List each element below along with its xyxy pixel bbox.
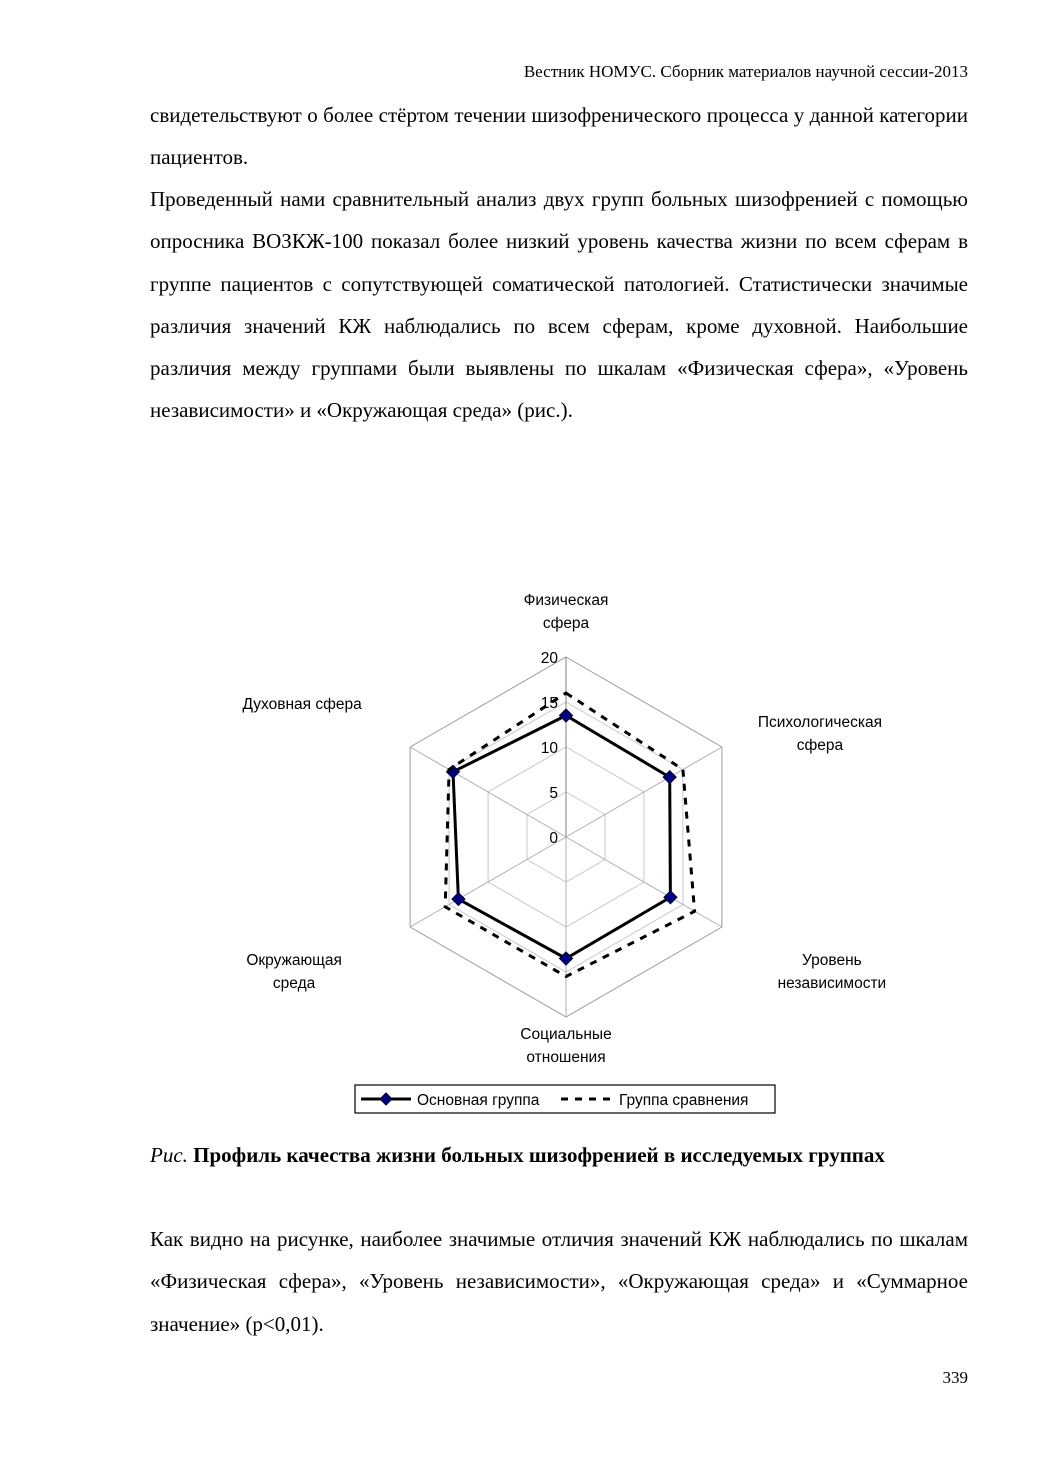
axis-label-2-line-1: независимости: [777, 975, 887, 992]
axis-label-1-line-1: сфера: [796, 737, 844, 754]
journal-header: Вестник НОМУС. Сборник материалов научной сессии-2013: [523, 62, 968, 81]
axis-label-3-line-0: Социальные: [520, 1026, 612, 1043]
paragraph-2: Проведенный нами сравнительный анализ двух групп больных шизофренией с помощью опросника ВОЗКЖ-100 показал более низкий уровень качества жизни по всем сферам в группе пациентов с сопутствующей соматической патологией. Статистически значимые различия значений КЖ наблюдались по всем сферам, кроме духовной. Наибольшие различия между группами были выявлены по шкалам «Физическая сфера», «Уровень независимости» и «Окружающая среда» (рис.).: [150, 187, 968, 423]
page-number: 339: [942, 1368, 968, 1387]
paragraph-1: свидетельствуют о более стёртом течении шизофренического процесса у данной категории пациентов.: [150, 103, 968, 170]
tick-label-1: 5: [549, 785, 558, 802]
axis-label-4-line-1: среда: [272, 975, 316, 992]
series-0-point-2: [664, 891, 677, 904]
legend-label-1: Группа сравнения: [619, 1092, 749, 1109]
caption-title: Профиль качества жизни больных шизофренией в исследуемых группах: [193, 1143, 885, 1167]
radar-chart-svg: [242, 592, 887, 1120]
axis-label-0-line-0: Физическая: [523, 592, 609, 609]
tick-label-3: 15: [540, 695, 558, 712]
axis-label-4-line-0: Окружающая: [246, 952, 342, 969]
radar-tick-labels: [541, 650, 559, 847]
figure-caption: [150, 1134, 968, 1176]
series-line-0: [453, 716, 670, 959]
radar-axis-labels: [242, 592, 886, 1066]
series-0-point-3: [560, 952, 573, 965]
tick-label-0: 0: [549, 830, 558, 847]
tick-label-4: 20: [540, 650, 558, 667]
chart-legend: [355, 1085, 775, 1113]
series-0-point-4: [452, 893, 465, 906]
axis-label-3-line-1: отношения: [526, 1049, 606, 1066]
axis-label-2-line-0: Уровень: [802, 952, 862, 969]
paragraph-3: Как видно на рисунке, наиболее значимые отличия значений КЖ наблюдались по шкалам «Физическая сфера», «Уровень независимости», «Окружающая среда» и «Суммарное значение» (p<0,01).: [150, 1227, 968, 1336]
radar-chart: [242, 592, 887, 1120]
legend-label-0: Основная группа: [417, 1092, 540, 1109]
caption-prefix: Рис.: [150, 1143, 188, 1167]
series-0-point-1: [663, 771, 676, 784]
tick-label-2: 10: [540, 740, 558, 757]
series-0-point-0: [560, 709, 573, 722]
axis-label-0-line-1: сфера: [542, 615, 590, 632]
axis-label-1-line-0: Психологическая: [757, 714, 882, 731]
axis-label-5-line-0: Духовная сфера: [242, 696, 362, 713]
